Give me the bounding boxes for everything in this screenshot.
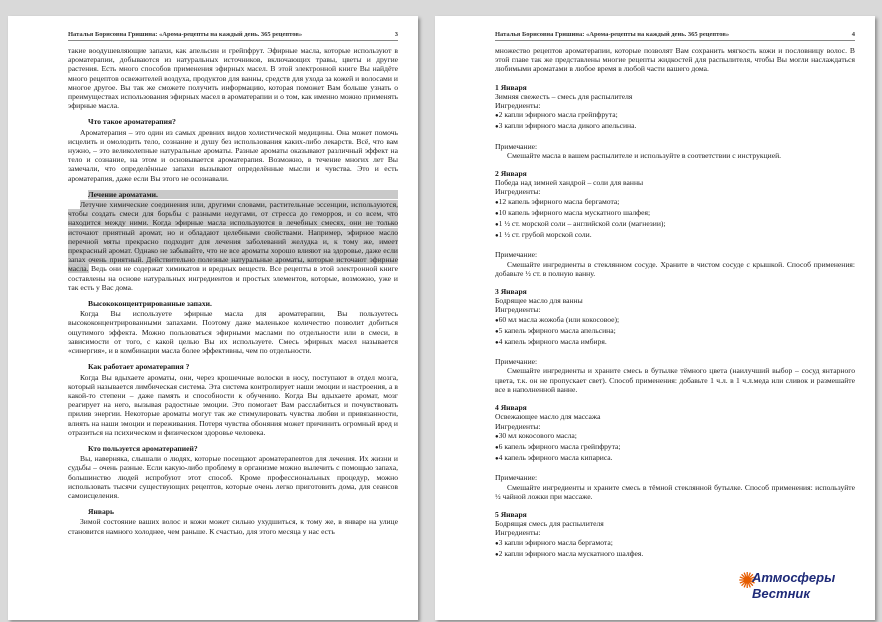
ingredients-list [495, 110, 855, 132]
header-title: Наталья Борисовна Гришина: «Арома-рецепты на каждый день. 365 рецептов» [68, 31, 303, 38]
note-label: Примечание: [495, 250, 538, 260]
ingredients-list [495, 197, 855, 242]
ingredient-item: ● 4 капель эфирного масла имбиря. [495, 337, 855, 348]
section-heading: Как работает ароматерапия ? [88, 362, 190, 372]
ingredients-label: Ингредиенты: [495, 187, 541, 197]
note-text: Смешайте ингредиенты в стеклянном сосуде. Храните в чистом сосуде с крышкой. Способ применения: добавьте ½ ст. в полную ванну. [495, 259, 855, 278]
section-paragraph: Вы, наверняка, слышали о людях, которые посещают ароматерапевтов для лечения. Их жизни и судьбы – очень разные. Если какую-либо проблему в организме можно вылечить с помощью запаха, большинство людей испробуют этот способ. Кроме профессиональных процедур, можно использовать тысячи существующих рецептов, которые очень легко приготовить дома, для сеансов самоисцеления. [68, 454, 398, 500]
ingredient-item: ● 60 мл масла жожоба (или кокосовое); [495, 315, 855, 326]
section-paragraph: Зимой состояние ваших волос и кожи может сильно ухудшиться, к тому же, в январе на улице становится намного холоднее, чем раньше. К счастью, для этого месяца у нас есть [68, 517, 398, 536]
watermark-logo [738, 568, 858, 608]
ingredients-label: Ингредиенты: [495, 305, 541, 315]
ingredients-label: Ингредиенты: [495, 101, 541, 111]
ingredient-item: ● 1 ½ ст. грубой морской соли. [495, 230, 855, 241]
section-heading: Лечение ароматами. [88, 190, 398, 199]
logo-line-1: Атмосферы [752, 570, 836, 585]
recipe-date: 4 Января [495, 403, 527, 413]
recipe-title: Победа над зимней хандрой – соли для ванны [495, 178, 644, 188]
recipe-date: 2 Января [495, 169, 527, 179]
intro-paragraph: множество рецептов ароматерапии, которые позволят Вам сохранить мягкость кожи и пословницу волос. В этой главе так же представлены многие рецепты жидкостей для распылителя, чтобы Вы могли наслаждаться любимыми ароматами в любое время в любой части вашего дома. [495, 46, 855, 74]
section-heading: Кто пользуется ароматерапией? [88, 443, 198, 453]
ingredient-item: ● 12 капель эфирного масла бергамота; [495, 197, 855, 208]
note-label: Примечание: [495, 473, 538, 483]
recipe-block [495, 83, 855, 160]
star-icon: ✺ [738, 568, 757, 593]
ingredient-item: ● 1 ½ ст. морской соли – английской соли (магнезии); [495, 219, 855, 230]
section-paragraph: Когда Вы используете эфирные масла для ароматерапии, Вы пользуетесь высококонцентрированными запахами. Поэтому даже маленькое количество позволит добиться ощутимого эффекта. Можно пользоваться эфирными маслами по отдельности или в смеси, в зависимости от того, с какой целью Вы их используете. Смесь эфирных масел называется «синергия», и в комбинации масла более эффективны, чем по отдельности. [68, 309, 398, 356]
recipe-date: 3 Января [495, 287, 527, 297]
recipe-title: Бодрящее масло для ванны [495, 296, 583, 306]
ingredient-item: ● 3 капли эфирного масла дикого апельсина. [495, 121, 855, 132]
ingredients-label: Ингредиенты: [495, 528, 541, 538]
note-label: Примечание: [495, 141, 538, 151]
recipe-title: Бодрящая смесь для распылителя [495, 519, 604, 529]
section-heading: Январь [88, 507, 114, 517]
left-page [8, 16, 418, 620]
recipe-title: Освежающее масло для массажа [495, 412, 601, 422]
logo-line-2: Вестник [752, 586, 810, 601]
right-page-body [495, 46, 855, 560]
ingredients-label: Ингредиенты: [495, 421, 541, 431]
note-text: Смешайте ингредиенты и храните смесь в тёмной стеклянной бутылке. Способ применения: используйте ½ чайной ложки при массаже. [495, 482, 855, 501]
highlighted-text: Летучие химические соединения или, другими словами, растительные эссенции, используются, чтобы создать смеси для борьбы с разными недугами, от стресса до геморроя, и со всем, что находится между ними. Когда эфирные масла используются в лечебных смесях, они не только источают приятный аромат, но и обладают целебными свойствами. Например, эфирное масло перечной мяты прекрасно подходит для лечения заболеваний желудка и, к тому же, имеет прекрасный аромат. Однако не забывайте, что не все ароматы хорошо влияют на здоровье, даже если запах очень приятный. Действительно полезные натуральные ароматы, которые источают эфирные масла. [68, 200, 398, 274]
recipe-block [495, 169, 855, 278]
ingredient-item: ● 2 капли эфирного масла мускатного шалфея. [495, 549, 855, 560]
ingredient-item: ● 30 мл кокосового масла; [495, 431, 855, 442]
note-text: Смешайте масла в вашем распылителе и используйте в соответствии с инструкцией. [507, 150, 782, 160]
ingredient-item: ● 6 капель эфирного масла грейпфрута; [495, 442, 855, 453]
ingredient-item: ● 5 капель эфирного масла апельсина; [495, 326, 855, 337]
header-title: Наталья Борисовна Гришина: «Арома-рецепты на каждый день. 365 рецептов» [495, 31, 730, 38]
note-text: Смешайте ингредиенты и храните смесь в бутылке тёмного цвета (наилучший выбор – сосуд янтарного цвета, т.к. он не пропускает свет). Способ применения: добавьте 1 ч.л. в 1 ч.л.меда или сливок и размешайте все в наполненной ванне. [495, 366, 855, 394]
recipe-block [495, 510, 855, 560]
ingredient-item: ● 3 капли эфирного масла бергамота; [495, 538, 855, 549]
running-header [68, 31, 398, 41]
ingredients-list [495, 315, 855, 349]
ingredient-item: ● 4 капель эфирного масла кипариса. [495, 453, 855, 464]
recipe-date: 1 Января [495, 82, 527, 92]
left-page-body [68, 46, 398, 536]
intro-paragraph: такие воодушевляющие запахи, как апельсин и грейпфрут. Эфирные масла, которые используют в ароматерапии, добываются из натуральных источников, включающих травы, цветы и другие растения. Есть много способов применения эфирных масел. В этой электронной книге Вы найдёте много рецептов освежителей воздуха, продуктов для ванны, средств для ухода за кожей и волосами и многое другое. Вы так же сможете получить информацию, которая поможет Вам больше узнать о преимуществах использования эфирных масел в ароматерапии и о том, как именно можно применять эфирные масла. [68, 46, 398, 111]
running-header [495, 31, 855, 41]
ingredients-list [495, 431, 855, 465]
recipe-block [495, 403, 855, 501]
page-number: 4 [851, 31, 855, 38]
ingredients-list [495, 538, 855, 560]
section-heading: Что такое ароматерапия? [88, 117, 176, 127]
section-text: Ведь они не содержат химикатов и вредных веществ. Все рецепты в этой электронной книге составлены на основе натуральных ингредиентов и простых элементов, которые, возможно, уже и так есть у Вас дома. [68, 264, 398, 292]
recipe-block [495, 287, 855, 394]
section-heading: Высококонцентрированные запахи. [88, 299, 212, 309]
recipe-date: 5 Января [495, 509, 527, 519]
section-paragraph: Ароматерапия – это один из самых древних видов холистической медицины. Она может помочь исцелить и омолодить тело, сознание и душу без использования каких-либо лекарств. Всё, что вам нужно, – это великолепные натуральные ароматы. Разные ароматы оказывают различный эффект на тело и сознание, на этом и основывается ароматерапия. Возможно, в течение многих лет Вы замечали, что определённые запахи вызывают определённые мысли и чувства. Это и есть ароматерапия, даже если Вы этого не осознавали. [68, 127, 398, 183]
ingredient-item: ● 2 капли эфирного масла грейпфрута; [495, 110, 855, 121]
page-number: 3 [394, 31, 398, 38]
section-paragraph [68, 200, 398, 292]
ingredient-item: ● 10 капель эфирного масла мускатного шалфея; [495, 208, 855, 219]
note-label: Примечание: [495, 357, 538, 367]
right-page [435, 16, 875, 620]
recipe-title: Зимняя свежесть – смесь для распылителя [495, 91, 633, 101]
section-paragraph: Когда Вы вдыхаете ароматы, они, через крошечные волоски в носу, поступают в отдел мозга, который называется лимбическая система. Эта система контролирует наши эмоции и настроения, а в какой-то степени – даже память и способности к обучению. Когда Вы вдыхаете аромат, мозг реагирует на него, вызывая радостные эмоции. Это помогает Вам расслабиться и почувствовать прилив энергии. Некоторые ароматы могут так же стимулировать чувства любви и привязанности, влиять на наши эмоции и переживания. Потеря чувства обоняния может причинить огромный вред и отразиться на психическом и физическом здоровье человека. [68, 372, 398, 437]
